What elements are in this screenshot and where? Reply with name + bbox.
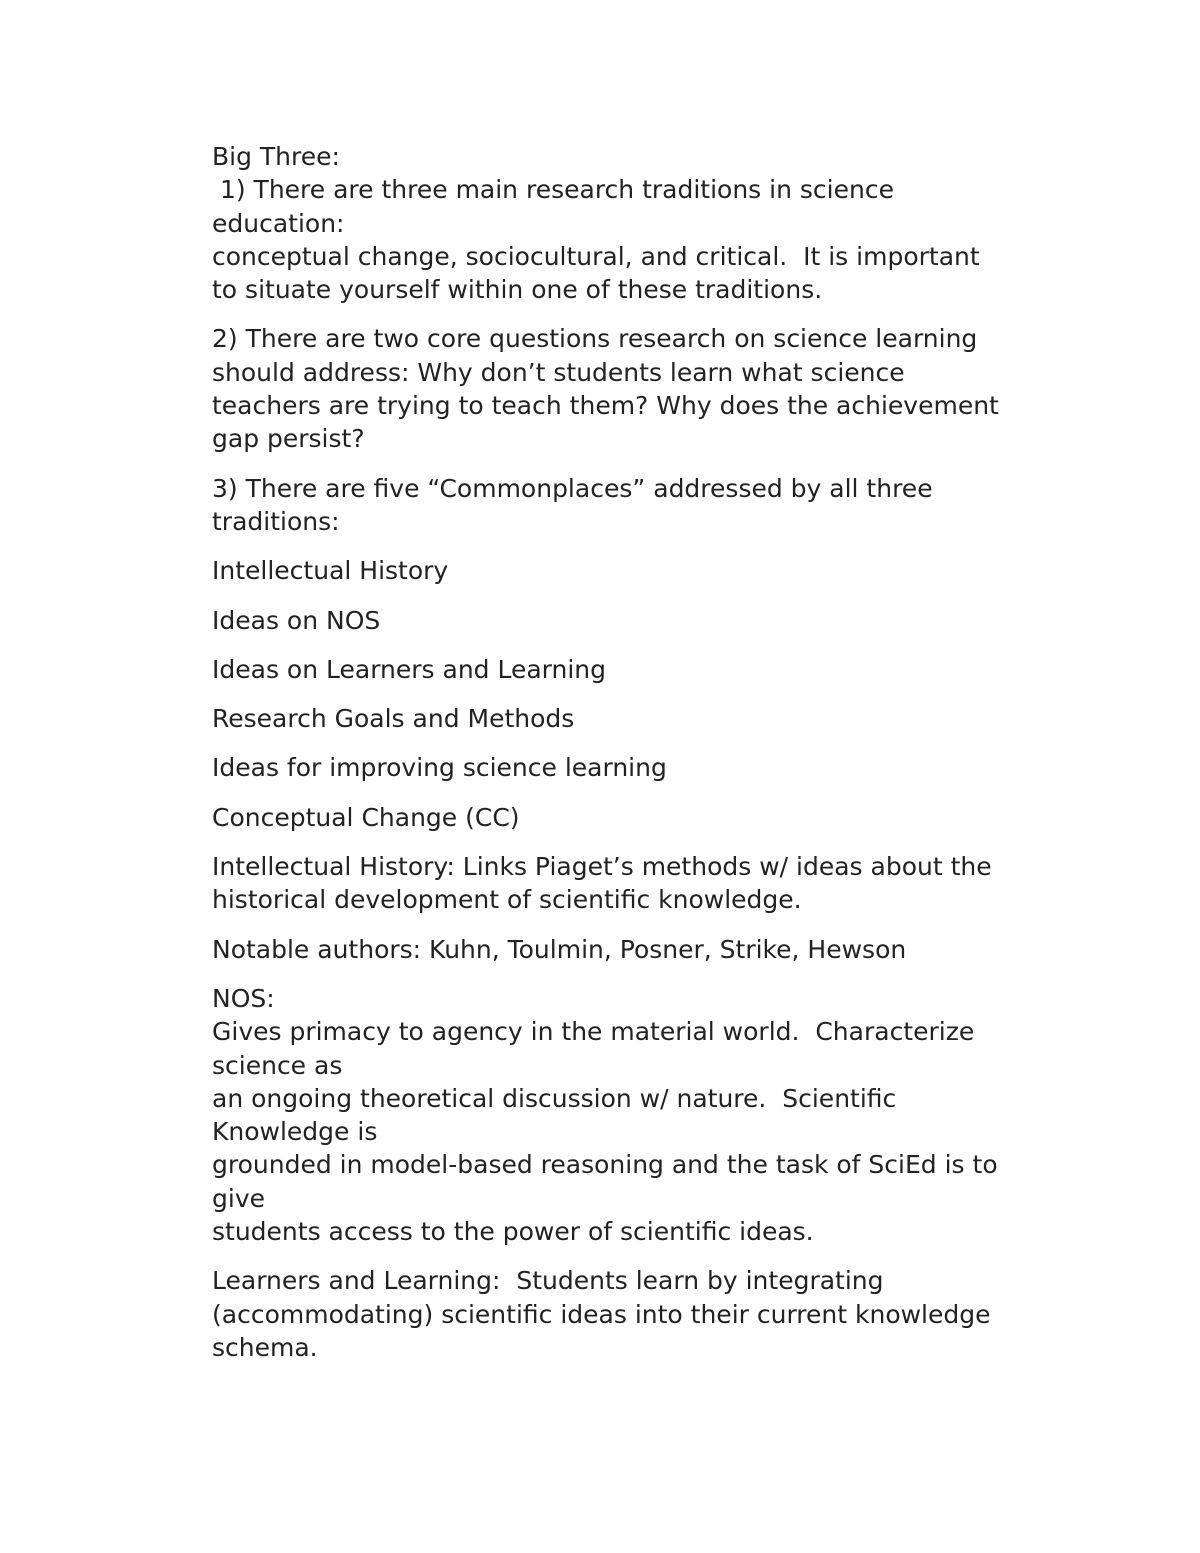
text-line: traditions: xyxy=(212,506,340,536)
text-line: 3) There are five “Commonplaces” addressed by all three xyxy=(212,473,933,503)
text-line: 2) There are two core questions research on science learning xyxy=(212,324,978,354)
text-line: Gives primacy to agency in the material world. Characterize xyxy=(212,1017,975,1047)
text-line: to situate yourself within one of these traditions. xyxy=(212,275,823,305)
text-line: gap persist? xyxy=(212,424,365,454)
text-line: Ideas on NOS xyxy=(212,605,381,635)
text-line: Research Goals and Methods xyxy=(212,704,575,734)
paragraph xyxy=(212,751,1072,784)
paragraph xyxy=(212,653,1072,686)
text-line: (accommodating) scientific ideas into their current knowledge xyxy=(212,1299,991,1329)
text-line: Intellectual History xyxy=(212,556,449,586)
text-line: historical development of scientific knowledge. xyxy=(212,885,802,915)
text-line: Learners and Learning: Students learn by integrating xyxy=(212,1266,884,1296)
text-line: conceptual change, sociocultural, and critical. It is important xyxy=(212,241,980,271)
text-line: Notable authors: Kuhn, Toulmin, Posner, Strike, Hewson xyxy=(212,934,907,964)
paragraph xyxy=(212,472,1072,539)
document-page xyxy=(212,140,1072,1380)
text-line: Intellectual History: Links Piaget’s methods w/ ideas about the xyxy=(212,852,992,882)
text-line: Ideas on Learners and Learning xyxy=(212,654,607,684)
text-line: Conceptual Change (CC) xyxy=(212,802,520,832)
text-line: should address: Why don’t students learn what science xyxy=(212,357,905,387)
paragraph xyxy=(212,604,1072,637)
text-line: NOS: xyxy=(212,983,275,1013)
text-line: an ongoing theoretical discussion w/ nature. Scientific xyxy=(212,1083,897,1113)
text-line: education: xyxy=(212,208,345,238)
text-line: give xyxy=(212,1183,265,1213)
text-line: Knowledge is xyxy=(212,1117,378,1147)
text-line: Ideas for improving science learning xyxy=(212,753,667,783)
text-line: teachers are trying to teach them? Why does the achievement xyxy=(212,391,999,421)
text-line: science as xyxy=(212,1050,343,1080)
paragraph xyxy=(212,801,1072,834)
paragraph xyxy=(212,140,1072,306)
paragraph xyxy=(212,933,1072,966)
paragraph xyxy=(212,850,1072,917)
paragraph xyxy=(212,702,1072,735)
paragraph xyxy=(212,554,1072,587)
text-line: 1) There are three main research traditions in science xyxy=(212,175,894,205)
text-line: students access to the power of scientific ideas. xyxy=(212,1217,814,1247)
paragraph xyxy=(212,322,1072,455)
paragraph xyxy=(212,1264,1072,1364)
text-line: Big Three: xyxy=(212,142,340,171)
text-line: grounded in model-based reasoning and the task of SciEd is to xyxy=(212,1150,998,1180)
paragraph xyxy=(212,982,1072,1248)
text-line: schema. xyxy=(212,1332,318,1362)
